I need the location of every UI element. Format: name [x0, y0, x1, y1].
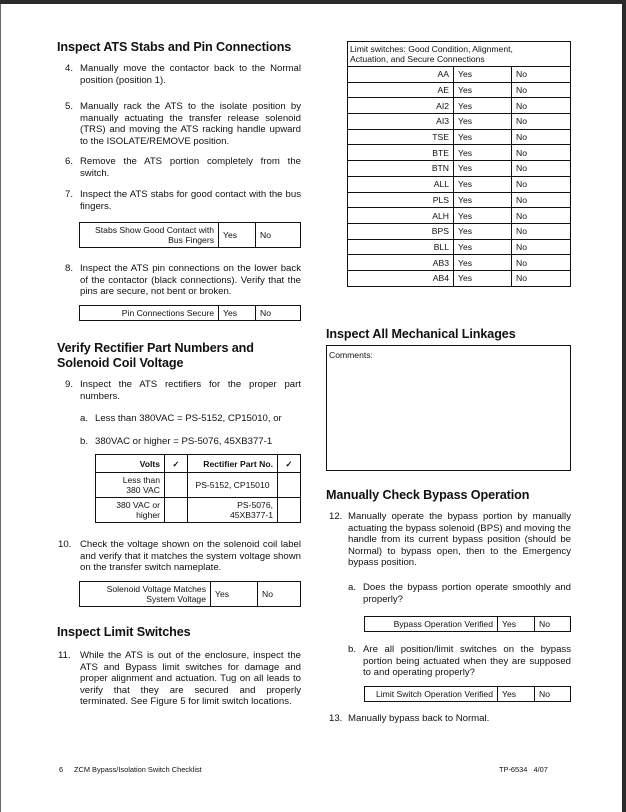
bypass-operation-table	[364, 616, 571, 632]
limit-switch-operation-label: Limit Switch Operation Verified	[365, 687, 498, 702]
step-9a: a. Less than 380VAC = PS-5152, CP15010, or	[80, 413, 282, 424]
step-9b: b. 380VAC or higher = PS-5076, 45XB377-1	[80, 436, 273, 447]
section-heading-limit-switches: Inspect Limit Switches	[57, 625, 191, 639]
step-8: 8. Inspect the ATS pin connections on the lower back of the contactor (black connections). Verify that the pins are secure, not bent or broken.	[65, 263, 301, 298]
comments-box[interactable]	[326, 345, 571, 471]
section-heading-bypass-operation: Manually Check Bypass Operation	[326, 488, 530, 502]
solenoid-no-cell[interactable]: No	[258, 582, 301, 607]
volts-cell: 380 VAC or higher	[96, 498, 165, 523]
limit-switch-row: ALL Yes No	[348, 176, 571, 192]
step-10: 10. Check the voltage shown on the solenoid coil label and verify that it matches the system voltage shown on the transfer switch nameplate.	[58, 539, 301, 574]
solenoid-voltage-table	[79, 581, 301, 607]
rectifier-row	[96, 473, 301, 498]
step-12a: a. Does the bypass portion operate smoothly and properly?	[348, 582, 571, 605]
section-heading-stabs: Inspect ATS Stabs and Pin Connections	[57, 40, 292, 54]
step-13: 13. Manually bypass back to Normal.	[329, 713, 490, 724]
rectifier-header-row	[96, 455, 301, 473]
limit-switch-row: AI2 Yes No	[348, 98, 571, 114]
limit-switch-row: BTE Yes No	[348, 145, 571, 161]
limit-op-yes-cell[interactable]: Yes	[498, 687, 535, 702]
step-12b: b. Are all position/limit switches on the bypass portion being actuated when they are supposed to and operating properly?	[348, 644, 571, 679]
limit-switch-row: BLL Yes No	[348, 239, 571, 255]
limit-switch-header: Limit switches: Good Condition, Alignment, Actuation, and Secure Connections	[348, 42, 571, 67]
check-icon: ✓	[278, 455, 301, 473]
footer-doc-code: TP-6534 4/07	[499, 765, 548, 774]
solenoid-voltage-label: Solenoid Voltage Matches System Voltage	[80, 582, 211, 607]
limit-op-no-cell[interactable]: No	[535, 687, 571, 702]
limit-switch-row: BPS Yes No	[348, 223, 571, 239]
footer-doc-title: ZCM Bypass/Isolation Switch Checklist	[74, 765, 202, 774]
pins-no-cell[interactable]: No	[256, 306, 301, 321]
check-icon: ✓	[165, 455, 188, 473]
part-cell: PS-5076, 45XB377-1	[188, 498, 278, 523]
limit-switch-header-row	[348, 42, 571, 67]
bypass-operation-label: Bypass Operation Verified	[365, 617, 498, 632]
limit-switch-table	[347, 41, 571, 287]
footer-page-number: 6	[59, 765, 64, 774]
volts-header: Volts	[96, 455, 165, 473]
pins-yes-cell[interactable]: Yes	[219, 306, 256, 321]
limit-switch-row: ALH Yes No	[348, 208, 571, 224]
solenoid-yes-cell[interactable]: Yes	[211, 582, 258, 607]
document-page	[0, 4, 622, 812]
stabs-no-cell[interactable]: No	[256, 223, 301, 248]
rectifier-row	[96, 498, 301, 523]
comments-label: Comments:	[329, 350, 373, 360]
volts-check-cell[interactable]	[165, 498, 188, 523]
volts-check-cell[interactable]	[165, 473, 188, 498]
step-6: 6. Remove the ATS portion completely from the switch.	[65, 156, 301, 179]
bypass-yes-cell[interactable]: Yes	[498, 617, 535, 632]
stabs-contact-label: Stabs Show Good Contact with Bus Fingers	[80, 223, 219, 248]
limit-switch-row: TSE Yes No	[348, 129, 571, 145]
section-heading-mechanical-linkages: Inspect All Mechanical Linkages	[326, 327, 516, 341]
rectifier-table	[95, 454, 301, 523]
limit-switch-row: PLS Yes No	[348, 192, 571, 208]
bypass-no-cell[interactable]: No	[535, 617, 571, 632]
part-cell: PS-5152, CP15010	[188, 473, 278, 498]
limit-switch-row: AB4 Yes No	[348, 270, 571, 286]
step-7: 7. Inspect the ATS stabs for good contact with the bus fingers.	[65, 189, 301, 212]
part-check-cell[interactable]	[278, 473, 301, 498]
limit-switch-row: AA Yes No	[348, 67, 571, 83]
limit-switch-operation-table	[364, 686, 571, 702]
step-9: 9. Inspect the ATS rectifiers for the proper part numbers.	[65, 379, 301, 402]
volts-cell: Less than 380 VAC	[96, 473, 165, 498]
section-heading-rectifier: Verify Rectifier Part Numbers and Solenoid Coil Voltage	[57, 341, 254, 370]
limit-switch-row: AB3 Yes No	[348, 255, 571, 271]
stabs-yes-cell[interactable]: Yes	[219, 223, 256, 248]
pin-connections-table	[79, 305, 301, 321]
step-11: 11. While the ATS is out of the enclosure, inspect the ATS and Bypass limit switches for damage and proper alignment and actuation. Tug on all leads to verify that they are secured and properly terminated. See Figure 5 for limit switch locations.	[58, 650, 301, 708]
limit-switch-row: AI3 Yes No	[348, 114, 571, 130]
step-4: 4. Manually move the contactor back to the Normal position (position 1).	[65, 63, 301, 86]
limit-switch-row: BTN Yes No	[348, 161, 571, 177]
limit-switch-row: AE Yes No	[348, 82, 571, 98]
rectifier-part-header: Rectifier Part No.	[188, 455, 278, 473]
step-5: 5. Manually rack the ATS to the isolate position by manually actuating the transfer release solenoid (TRS) and moving the ATS racking handle upward to the ISOLATE/REMOVE position.	[65, 101, 301, 147]
stabs-contact-table	[79, 222, 301, 248]
part-check-cell[interactable]	[278, 498, 301, 523]
step-12: 12. Manually operate the bypass portion by manually actuating the bypass solenoid (BPS) and moving the handle from its current bypass position (should be Normal) to bypass open, then to the Emergency bypass position.	[329, 511, 571, 569]
pin-connections-label: Pin Connections Secure	[80, 306, 219, 321]
